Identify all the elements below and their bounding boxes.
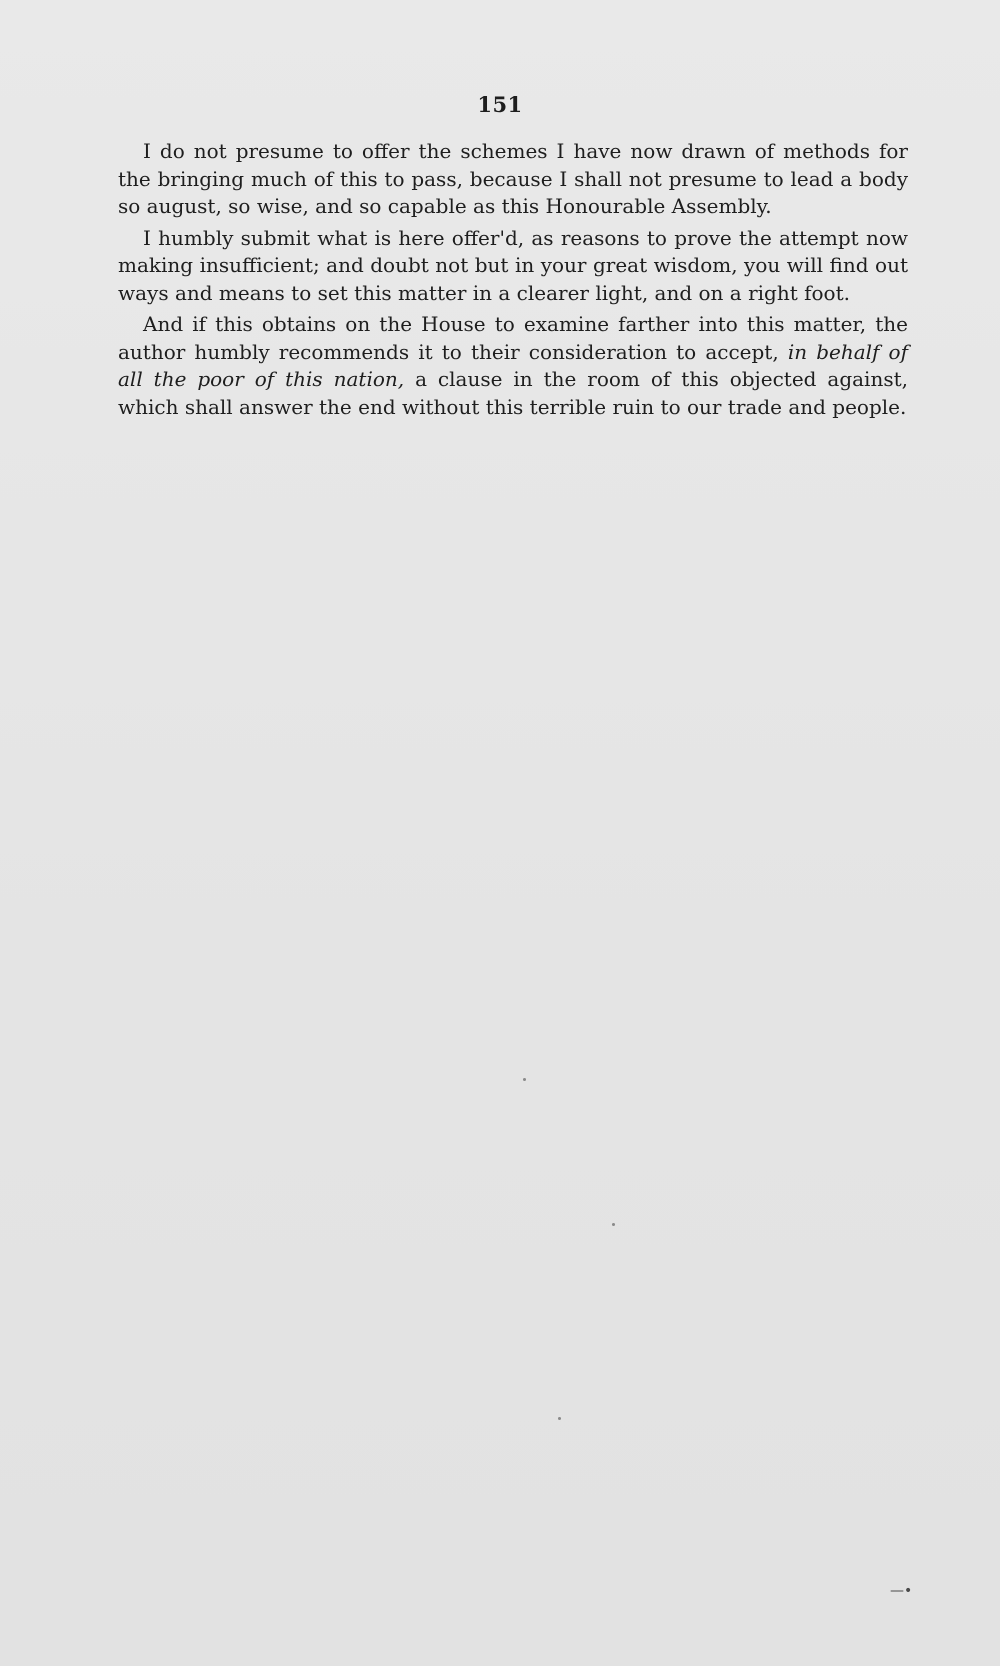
paragraph-3 bbox=[118, 311, 908, 421]
paragraph-3-tail: a clause in the room of this objected against, which shall answer the end without this terrible ruin to our trade and people. bbox=[118, 367, 908, 419]
paragraph-1: I do not presume to offer the schemes I have now drawn of methods for the bringing much of this to pass, because I shall not presume to lead a body so august, so wise, and so capable as this Honourable Assembly. bbox=[118, 139, 908, 218]
page-number: 151 bbox=[477, 92, 523, 117]
paragraph-3-lead: And if this obtains on the House to examine farther into this matter, the author humbly recommends it to their consideration to accept, bbox=[118, 312, 908, 364]
paper-speck bbox=[558, 1417, 561, 1420]
paper-speck bbox=[523, 1078, 526, 1081]
body-text bbox=[118, 138, 908, 425]
paper-speck bbox=[612, 1223, 615, 1226]
paragraph-3-italic-phrase: in behalf of all the poor of this nation, bbox=[118, 339, 908, 391]
bottom-corner-mark: —• bbox=[890, 1583, 913, 1599]
paragraph-2: I humbly submit what is here offer'd, as reasons to prove the attempt now making insufficient; and doubt not but in your great wisdom, you will find out ways and means to set this matter in a clearer light, and on a right foot. bbox=[118, 225, 908, 305]
